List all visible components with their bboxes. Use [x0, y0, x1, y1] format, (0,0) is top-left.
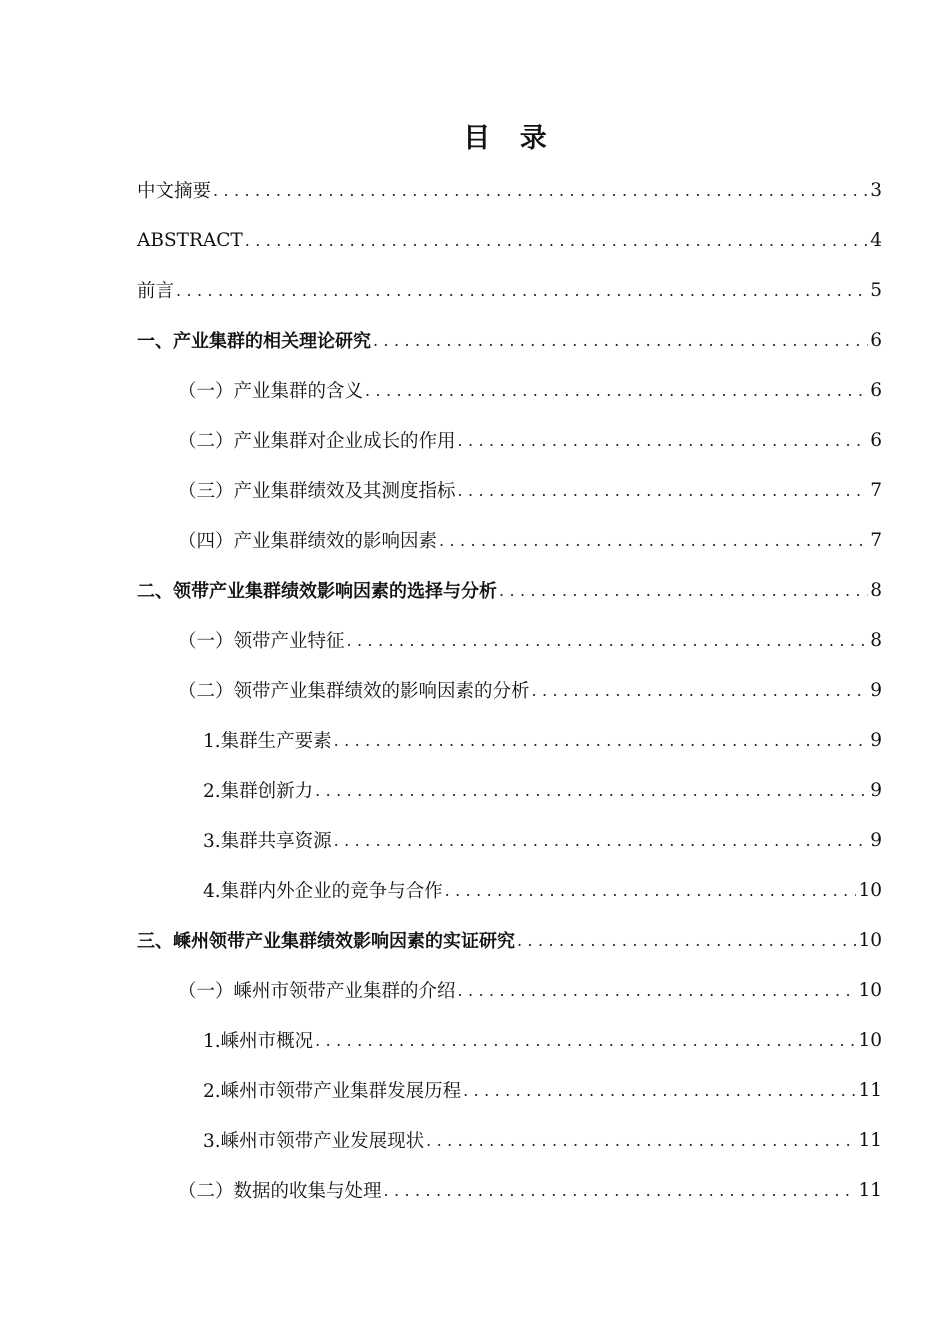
toc-entry-page-number: 6: [870, 429, 882, 451]
toc-entry-page-number: 10: [858, 979, 882, 1001]
toc-entry[interactable]: [0, 265, 950, 315]
toc-entry[interactable]: [0, 865, 950, 915]
toc-entry-label: （三）产业集群绩效及其测度指标: [178, 481, 456, 502]
toc-entry-label: 一、产业集群的相关理论研究: [137, 331, 371, 352]
toc-entry[interactable]: [0, 1115, 950, 1165]
toc-dot-leader: [213, 181, 868, 200]
toc-entry-page-number: 5: [870, 279, 882, 301]
toc-entry-label: （四）产业集群绩效的影响因素: [178, 531, 438, 552]
toc-entry[interactable]: [0, 515, 950, 565]
toc-entry-page-number: 11: [858, 1129, 882, 1151]
toc-entry-page-number: 6: [870, 329, 882, 351]
toc-dot-leader: [384, 1181, 857, 1200]
toc-dot-leader: [458, 481, 869, 500]
toc-entry[interactable]: [0, 815, 950, 865]
toc-entry-label: 二、领带产业集群绩效影响因素的选择与分析: [137, 581, 497, 602]
toc-entry[interactable]: [0, 465, 950, 515]
toc-dot-leader: [458, 431, 869, 450]
toc-entry-label: （二）数据的收集与处理: [178, 1181, 382, 1202]
toc-entry-page-number: 9: [870, 729, 882, 751]
toc-entry-label: 中文摘要: [137, 181, 212, 202]
toc-entry[interactable]: [0, 1165, 950, 1215]
toc-entry[interactable]: [0, 315, 950, 365]
toc-dot-leader: [365, 381, 868, 400]
toc-dot-leader: [426, 1131, 856, 1150]
toc-entry-label: 3.集群共享资源: [203, 831, 332, 852]
toc-entry-label: （一）领带产业特征: [178, 631, 345, 652]
toc-entry-label: （二）领带产业集群绩效的影响因素的分析: [178, 681, 530, 702]
toc-dot-leader: [445, 881, 857, 900]
toc-dot-leader: [532, 681, 869, 700]
toc-entry-page-number: 8: [870, 629, 882, 651]
toc-entry[interactable]: [0, 1015, 950, 1065]
toc-entry-label: 2.集群创新力: [203, 781, 314, 802]
toc-dot-leader: [458, 981, 857, 1000]
toc-dot-leader: [334, 831, 869, 850]
toc-entry-label: 1.嵊州市概况: [203, 1031, 314, 1052]
toc-dot-leader: [439, 531, 868, 550]
toc-entry-label: 1.集群生产要素: [203, 731, 332, 752]
toc-entry-page-number: 11: [858, 1079, 882, 1101]
toc-dot-leader: [315, 1031, 856, 1050]
toc-dot-leader: [499, 581, 868, 600]
toc-entry-page-number: 9: [870, 779, 882, 801]
table-of-contents: [0, 165, 950, 1215]
toc-entry-page-number: 11: [858, 1179, 882, 1201]
toc-entry-page-number: 6: [870, 379, 882, 401]
toc-entry[interactable]: [0, 965, 950, 1015]
toc-entry-page-number: 8: [870, 579, 882, 601]
toc-dot-leader: [463, 1081, 856, 1100]
toc-entry-label: （一）嵊州市领带产业集群的介绍: [178, 981, 456, 1002]
toc-dot-leader: [373, 331, 868, 350]
toc-entry-label: （二）产业集群对企业成长的作用: [178, 431, 456, 452]
toc-entry-page-number: 9: [870, 679, 882, 701]
toc-entry[interactable]: [0, 615, 950, 665]
toc-entry[interactable]: [0, 215, 950, 265]
toc-dot-leader: [315, 781, 868, 800]
toc-entry-label: 4.集群内外企业的竞争与合作: [203, 881, 443, 902]
toc-entry-label: ABSTRACT: [137, 229, 243, 251]
toc-dot-leader: [245, 231, 868, 250]
toc-entry-label: 三、嵊州领带产业集群绩效影响因素的实证研究: [137, 931, 515, 952]
toc-dot-leader: [347, 631, 869, 650]
toc-entry[interactable]: [0, 1065, 950, 1115]
page-title: 目 录: [463, 123, 557, 154]
toc-entry-page-number: 7: [870, 529, 882, 551]
toc-entry-page-number: 9: [870, 829, 882, 851]
toc-entry[interactable]: [0, 365, 950, 415]
toc-entry-page-number: 10: [858, 1029, 882, 1051]
toc-entry-page-number: 3: [870, 179, 882, 201]
toc-entry[interactable]: [0, 915, 950, 965]
toc-entry-page-number: 10: [858, 929, 882, 951]
toc-entry[interactable]: [0, 715, 950, 765]
toc-entry[interactable]: [0, 665, 950, 715]
toc-dot-leader: [517, 931, 856, 950]
toc-entry[interactable]: [0, 765, 950, 815]
toc-entry[interactable]: [0, 565, 950, 615]
toc-dot-leader: [176, 281, 868, 300]
toc-entry-label: （一）产业集群的含义: [178, 381, 364, 402]
toc-entry-label: 前言: [137, 281, 175, 302]
toc-entry[interactable]: [0, 415, 950, 465]
toc-entry-page-number: 10: [858, 879, 882, 901]
toc-entry-page-number: 4: [870, 229, 882, 251]
toc-entry-label: 3.嵊州市领带产业发展现状: [203, 1131, 425, 1152]
toc-entry-label: 2.嵊州市领带产业集群发展历程: [203, 1081, 462, 1102]
toc-entry[interactable]: [0, 165, 950, 215]
toc-dot-leader: [334, 731, 869, 750]
toc-entry-page-number: 7: [870, 479, 882, 501]
